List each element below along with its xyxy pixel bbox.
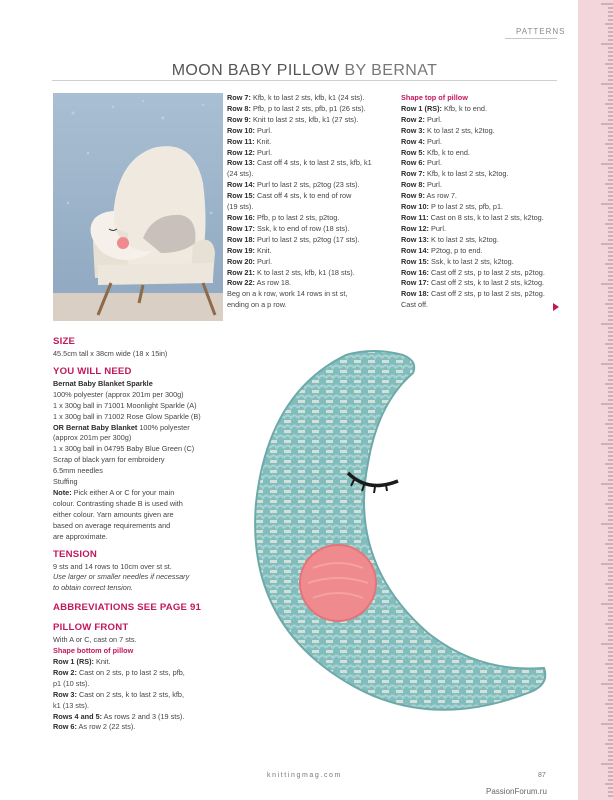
tension-note-2: to obtain correct tension.	[53, 583, 133, 593]
row-text: Pfb, p to last 2 sts, p2tog.	[254, 212, 340, 222]
pattern-column-3	[401, 93, 561, 311]
needles: 6.5mm needles	[53, 466, 103, 476]
row-text: As rows 2 and 3 (19 sts).	[102, 711, 185, 721]
row-text: Kfb, k to end.	[424, 147, 470, 157]
row-text: Purl to last 2 sts, p2tog (17 sts).	[254, 234, 360, 244]
size-text: 45.5cm tall x 38cm wide (18 x 15in)	[53, 349, 168, 358]
row-label: Row 9:	[227, 114, 251, 124]
row-text: P2tog, p to end.	[428, 245, 483, 255]
row-text: Purl.	[254, 125, 273, 135]
title-main: MOON BABY PILLOW	[171, 62, 340, 79]
row-label: Row 3:	[401, 125, 425, 135]
row-label: Row 20:	[227, 256, 255, 266]
row-text: Purl.	[424, 114, 442, 124]
yarn1-shade-a: 1 x 300g ball in 71001 Moonlight Sparkle (A)	[53, 400, 197, 410]
size-heading: SIZE	[53, 336, 76, 347]
row-text: K to last 2 sts, kfb, k1 (18 sts).	[254, 267, 355, 277]
pattern-row	[227, 202, 395, 213]
shape-top-row	[401, 268, 561, 279]
row-text: K to last 2 sts, k2tog.	[424, 125, 495, 135]
pattern-row	[227, 235, 395, 246]
row-text: K to last 2 sts, k2tog.	[428, 234, 499, 244]
shape-bottom-row	[53, 668, 223, 679]
row-text: Kfb, k to last 2 sts, kfb, k1 (24 sts).	[250, 93, 365, 102]
row-text: Kfb, k to last 2 sts, k2tog.	[424, 169, 509, 179]
chair-photo-illustration	[53, 93, 223, 321]
moon-pillow-illustration	[228, 333, 558, 748]
row-label: Row 3:	[53, 689, 77, 699]
row-text: Purl.	[424, 136, 442, 146]
abbreviations-heading: ABBREVIATIONS SEE PAGE 91	[53, 602, 202, 614]
row-text: Cast off.	[401, 300, 429, 310]
row-label: Row 8:	[401, 180, 425, 190]
row-label: Row 11:	[401, 212, 429, 222]
page-number: 87	[538, 772, 546, 779]
shape-top-row	[401, 180, 561, 191]
row-text: Pfb, p to last 2 sts, pfb, p1 (26 sts).	[250, 103, 366, 113]
tension-heading: TENSION	[53, 548, 98, 560]
title-rule	[52, 80, 557, 81]
you-will-need-heading: YOU WILL NEED	[53, 365, 132, 377]
row-text: Purl.	[254, 147, 273, 157]
stuffing: Stuffing	[53, 477, 78, 487]
row-label: Row 9:	[401, 191, 425, 201]
yarn2-shade-c: 1 x 300g ball in 04795 Baby Blue Green (C)	[53, 444, 195, 454]
row-text: Knit to last 2 sts, kfb, k1 (27 sts).	[250, 114, 359, 124]
tension-text: 9 sts and 14 rows to 10cm over st st.	[53, 561, 172, 571]
row-label: Row 10:	[227, 125, 255, 135]
yarn1-name: Bernat Baby Blanket Sparkle	[53, 378, 153, 388]
row-text: Cast on 2 sts, p to last 2 sts, pfb,	[76, 667, 185, 677]
shape-bottom-heading: Shape bottom of pillow	[53, 646, 134, 656]
row-text: Beg on a k row, work 14 rows in st st,	[227, 289, 348, 299]
yarn1-shade-b: 1 x 300g ball in 71002 Rose Glow Sparkle (B)	[53, 411, 201, 421]
shape-top-row	[401, 246, 561, 257]
pattern-row	[227, 158, 395, 169]
row-text: Purl.	[424, 180, 442, 190]
row-text: Purl.	[254, 256, 273, 266]
row-text: Purl.	[424, 158, 442, 168]
row-label: Row 2:	[401, 114, 425, 124]
yarn2-name: OR Bernat Baby Blanket	[53, 422, 138, 432]
row-label: Row 14:	[401, 245, 429, 255]
row-label: Row 12:	[401, 223, 429, 233]
row-label: Row 15:	[227, 191, 255, 201]
row-label: Row 19:	[227, 245, 255, 255]
shape-bottom-row	[53, 701, 223, 712]
note-label: Note:	[53, 487, 72, 497]
row-label: Row 2:	[53, 667, 77, 677]
pattern-row	[227, 148, 395, 159]
row-text: As row 18.	[254, 278, 292, 288]
shape-bottom-row	[53, 679, 223, 690]
row-label: Row 21:	[227, 267, 255, 277]
shape-top-row	[401, 137, 561, 148]
row-label: Row 17:	[401, 278, 429, 288]
row-label: Row 11:	[227, 136, 255, 146]
row-label: Row 7:	[401, 169, 425, 179]
info-column	[53, 336, 223, 733]
shape-top-heading: Shape top of pillow	[401, 93, 468, 102]
pattern-row	[227, 169, 395, 180]
shape-top-row	[401, 235, 561, 246]
watermark: PassionForum.ru	[486, 787, 547, 796]
row-label: Row 7:	[227, 93, 251, 102]
row-label: Row 6:	[53, 722, 77, 732]
row-text: Purl to last 2 sts, p2tog (23 sts).	[254, 180, 360, 190]
page-title	[52, 62, 557, 80]
pattern-row	[227, 137, 395, 148]
title-designer: BY BERNAT	[344, 62, 438, 79]
pattern-row	[227, 104, 395, 115]
pattern-row	[227, 278, 395, 289]
section-tag: PATTERNS	[516, 27, 566, 36]
note-line-4: based on average requirements and	[53, 520, 171, 530]
pattern-row	[227, 213, 395, 224]
row-text: Cast off 4 sts, k to last 2 sts, kfb, k1	[254, 158, 372, 168]
moon-pillow-photo	[228, 333, 558, 748]
row-label: Row 1 (RS):	[401, 103, 442, 113]
row-label: Row 4:	[401, 136, 425, 146]
chair-photo	[53, 93, 223, 321]
row-text: k1 (13 sts).	[53, 700, 90, 710]
yarn1-composition: 100% polyester (approx 201m per 300g)	[53, 389, 184, 399]
pattern-row	[227, 268, 395, 279]
note-line-1: Pick either A or C for your main	[71, 487, 175, 497]
row-text: Cast off 4 sts, k to end of row	[254, 191, 352, 201]
row-text: Ssk, k to end of row (18 sts).	[254, 223, 350, 233]
row-text: Cast off 2 sts, k to last 2 sts, k2tog.	[428, 278, 545, 288]
shape-top-row	[401, 158, 561, 169]
continue-arrow-icon	[553, 303, 559, 311]
shape-top-row	[401, 300, 561, 311]
row-text: (19 sts).	[227, 202, 254, 212]
row-text: p1 (10 sts).	[53, 678, 90, 688]
yarn2-composition-cont: (approx 201m per 300g)	[53, 433, 132, 443]
shape-top-row	[401, 169, 561, 180]
row-label: Row 6:	[401, 158, 425, 168]
pattern-row	[227, 191, 395, 202]
row-text: Ssk, k to last 2 sts, k2tog.	[428, 256, 514, 266]
pattern-row	[227, 246, 395, 257]
row-label: Row 12:	[227, 147, 255, 157]
row-text: Kfb, k to end.	[441, 103, 487, 113]
row-label: Row 10:	[401, 202, 429, 212]
pillow-front-heading: PILLOW FRONT	[53, 622, 129, 634]
shape-bottom-row	[53, 690, 223, 701]
tension-note-1: Use larger or smaller needles if necessary	[53, 572, 190, 582]
shape-top-row	[401, 257, 561, 268]
row-text: Cast off 2 sts, p to last 2 sts, p2tog.	[428, 267, 545, 277]
row-label: Row 18:	[401, 289, 429, 299]
row-text: Purl.	[428, 223, 447, 233]
row-label: Row 22:	[227, 278, 255, 288]
shape-top-row	[401, 191, 561, 202]
measuring-ruler	[578, 0, 613, 800]
pattern-row	[227, 126, 395, 137]
row-text: Cast on 8 sts, k to last 2 sts, k2tog.	[428, 212, 544, 222]
pattern-row	[227, 180, 395, 191]
row-label: Row 16:	[227, 212, 255, 222]
shape-top-row	[401, 213, 561, 224]
row-text: Cast on 2 sts, k to last 2 sts, kfb,	[76, 689, 184, 699]
note-line-3: either colour. Yarn amounts given are	[53, 509, 174, 519]
row-label: Row 17:	[227, 223, 255, 233]
note-line-5: are approximate.	[53, 531, 108, 541]
row-label: Row 13:	[227, 158, 255, 168]
pattern-column-2	[227, 93, 395, 311]
row-text: Knit.	[254, 136, 272, 146]
row-label: Row 1 (RS):	[53, 657, 94, 667]
pattern-row	[227, 93, 395, 104]
pattern-row	[227, 115, 395, 126]
row-label: Row 15:	[401, 256, 429, 266]
row-text: Cast off 2 sts, p to last 2 sts, p2tog.	[428, 289, 545, 299]
row-label: Row 18:	[227, 234, 255, 244]
shape-top-row	[401, 202, 561, 213]
shape-bottom-row	[53, 722, 223, 733]
shape-top-row	[401, 104, 561, 115]
shape-bottom-row	[53, 657, 223, 668]
row-text: As row 2 (22 sts).	[76, 722, 136, 732]
row-text: P to last 2 sts, pfb, p1.	[428, 202, 504, 212]
shape-top-row	[401, 115, 561, 126]
section-tag-rule	[505, 38, 557, 39]
shape-top-row	[401, 148, 561, 159]
ruler-ticks	[578, 0, 613, 800]
row-text: As row 7.	[424, 191, 457, 201]
shape-top-row	[401, 278, 561, 289]
row-label: Rows 4 and 5:	[53, 711, 103, 721]
pattern-row	[227, 289, 395, 300]
row-text: ending on a p row.	[227, 300, 287, 310]
scrap-yarn: Scrap of black yarn for embroidery	[53, 455, 165, 465]
row-label: Row 16:	[401, 267, 429, 277]
note-line-2: colour. Contrasting shade B is used with	[53, 498, 183, 508]
pattern-row	[227, 257, 395, 268]
shape-top-row	[401, 224, 561, 235]
pattern-row	[227, 224, 395, 235]
pattern-row	[227, 300, 395, 311]
row-label: Row 14:	[227, 180, 255, 190]
shape-bottom-row	[53, 712, 223, 723]
footer-website: knittingmag.com	[267, 772, 342, 779]
row-text: (24 sts).	[227, 169, 254, 179]
shape-top-row	[401, 289, 561, 300]
row-label: Row 5:	[401, 147, 425, 157]
shape-top-row	[401, 126, 561, 137]
row-text: Knit.	[254, 245, 272, 255]
pillow-front-intro: With A or C, cast on 7 sts.	[53, 635, 137, 645]
row-label: Row 13:	[401, 234, 429, 244]
row-text: Knit.	[93, 657, 111, 667]
yarn2-composition: 100% polyester	[137, 422, 190, 432]
row-label: Row 8:	[227, 103, 251, 113]
